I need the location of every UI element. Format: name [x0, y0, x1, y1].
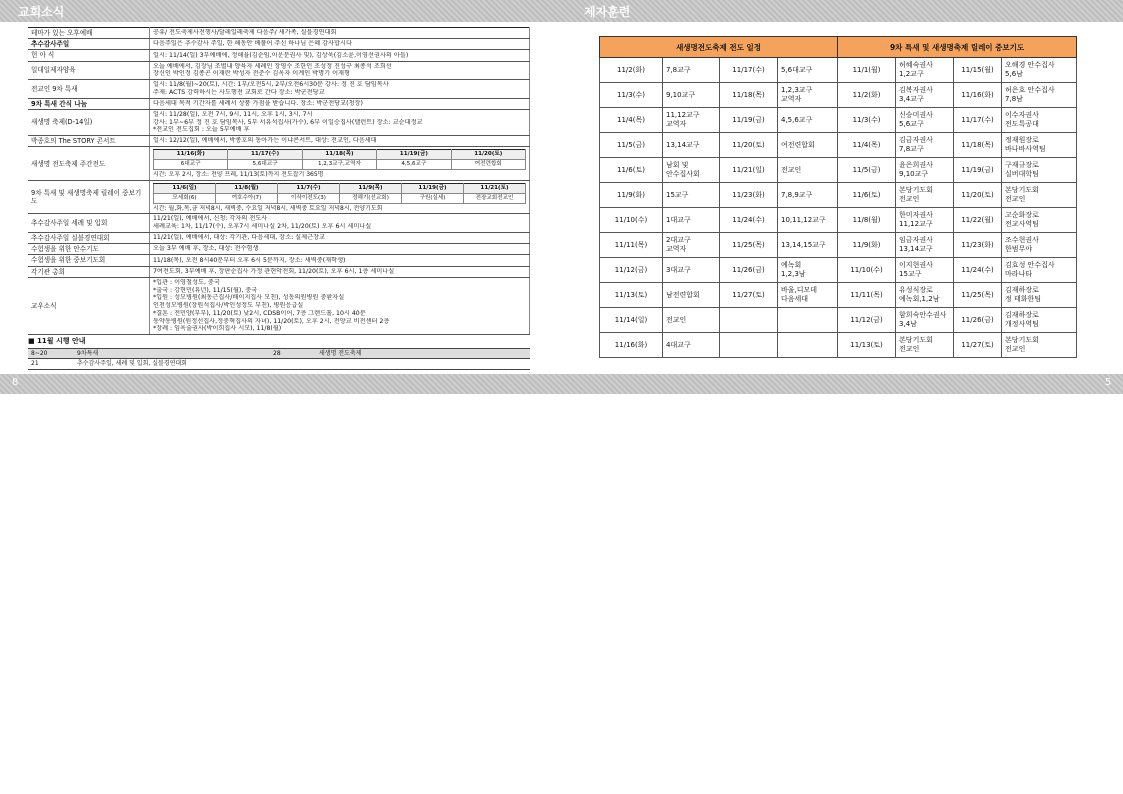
- news-value: [150, 214, 530, 233]
- group-cell: 10,11,12교구: [778, 208, 838, 233]
- inner-header-cell: 11/20(토): [451, 150, 525, 160]
- news-key: 테마가 있는 오후예배: [28, 28, 150, 39]
- table-row: [600, 133, 1077, 158]
- inner-header-cell: 11/21(토): [464, 183, 526, 193]
- news-row: [28, 255, 530, 266]
- evangelism-schedule-table: [599, 36, 1077, 358]
- news-key: 수험생을 위한 중보기도회: [28, 255, 150, 266]
- left-page-number: 8: [12, 377, 19, 388]
- group-cell: 바울,디모데 다음세대: [778, 283, 838, 308]
- date-cell: 11/5(금): [838, 158, 896, 183]
- right-page-number: 5: [1105, 377, 1112, 388]
- table-row: [600, 158, 1077, 183]
- news-line: 11/18(목), 오전 8시40분부터 오후 6시 5분까지, 장소: 새벽중(재학생): [153, 256, 346, 264]
- news-line: 다음주일은 추수감사 주일, 한 해동안 베풀어 주신 하나님 은혜 감사합시다: [153, 40, 352, 48]
- date-cell: 11/1(월): [838, 58, 896, 83]
- left-page-header: 교회소식: [18, 5, 65, 19]
- leader-cell: 김재하장로 개정사역팀: [1002, 308, 1077, 333]
- news-value: [150, 98, 530, 109]
- news-value: [150, 180, 530, 213]
- news-key: 전교인 9차 특새: [28, 80, 150, 99]
- inner-header-cell: 11/19(금): [377, 150, 451, 160]
- schedule-event: [316, 359, 530, 370]
- group-cell: 15교구: [663, 183, 720, 208]
- table-row: [600, 108, 1077, 133]
- leader-cell: 본당기도회 전교인: [1002, 183, 1077, 208]
- leader-cell: 임금자권사 13,14교구: [896, 233, 954, 258]
- table-row: [600, 208, 1077, 233]
- table-row: [600, 333, 1077, 358]
- news-row: [28, 109, 530, 135]
- news-value: [150, 255, 530, 266]
- news-key: 헌 아 식: [28, 50, 150, 61]
- date-cell: [720, 333, 778, 358]
- news-row: [28, 244, 530, 255]
- leader-cell: 이수자권사 전도특공대: [1002, 108, 1077, 133]
- date-cell: 11/24(수): [954, 258, 1002, 283]
- news-key: 추수감사주일 세례 및 입회: [28, 214, 150, 233]
- date-cell: 11/17(수): [720, 58, 778, 83]
- table-row: [600, 233, 1077, 258]
- table-row: [600, 283, 1077, 308]
- date-cell: 11/13(토): [600, 283, 663, 308]
- weekly-evangelism-row: [28, 147, 530, 180]
- inner-note: 시간: 월,화,목,금 저녁8시, 새벽중, 수요일 저녁8시, 새벽중 토요일 저녁8시, 전양기도회: [153, 204, 383, 212]
- leader-cell: 김재하장로 정 태화한팀: [1002, 283, 1077, 308]
- news-line: 7여전도회, 3부예배 후, 장판순집사 가정 관현악전회, 11/20(토), 오후 6시, 1층 세미나실: [153, 267, 395, 275]
- news-value: [150, 80, 530, 99]
- news-line: *출국 : 강현민(유년), 11/15(월), 중국: [153, 286, 258, 294]
- church-news-section: [28, 27, 530, 370]
- header-relay-prayer: 9차 특새 및 새생명축제 릴레이 중보기도: [838, 37, 1077, 58]
- date-cell: 11/9(화): [600, 183, 663, 208]
- date-cell: 11/19(금): [954, 158, 1002, 183]
- leader-cell: 윤은희권사 9,10교구: [896, 158, 954, 183]
- date-cell: 11/3(수): [600, 83, 663, 108]
- group-cell: 4대교구: [663, 333, 720, 358]
- group-cell: [778, 333, 838, 358]
- schedule-event: 추수감사주일, 세례 및 입회, 실블경연대회: [74, 359, 270, 370]
- bottom-footer-bar: [0, 374, 1123, 394]
- news-line: *입관 : 이영철성도, 중국: [153, 278, 220, 286]
- inner-value-cell: 구원(실세): [402, 193, 464, 203]
- relay-prayer-row: [28, 180, 530, 213]
- news-line: 다음세대 목적 기간자를 세례서 상품 가점을 받습니다. 장소: 박군전당교(청장): [153, 99, 363, 107]
- date-cell: 11/18(목): [720, 83, 778, 108]
- leader-cell: 구재규장로 실버대학팀: [1002, 158, 1077, 183]
- news-value: [150, 244, 530, 255]
- date-cell: 11/18(목): [954, 133, 1002, 158]
- date-cell: 11/27(토): [954, 333, 1002, 358]
- table-row: [600, 258, 1077, 283]
- inner-header-cell: 11/19(금): [402, 183, 464, 193]
- table-row: [600, 83, 1077, 108]
- news-value: [150, 136, 530, 147]
- table-header-row: [600, 37, 1077, 58]
- inner-header-cell: 11/6(일): [154, 183, 216, 193]
- date-cell: 11/11(목): [600, 233, 663, 258]
- date-cell: 11/25(목): [720, 233, 778, 258]
- inner-value-cell: 전장교회전교인: [464, 193, 526, 203]
- news-value: [150, 109, 530, 135]
- date-cell: 11/5(금): [600, 133, 663, 158]
- news-value: [150, 277, 530, 334]
- table-row: [600, 308, 1077, 333]
- news-key: 새생명 축제(D-14일): [28, 109, 150, 135]
- date-cell: 11/26(금): [954, 308, 1002, 333]
- news-line: 장신인 박인정 김종곤 이재란 박성자 전준수 김옥자 이계인 박명기 이재형: [153, 70, 351, 78]
- news-row: [28, 80, 530, 99]
- inner-header-row: [154, 150, 526, 160]
- date-cell: 11/12(금): [838, 308, 896, 333]
- inner-header-cell: 11/8(월): [216, 183, 278, 193]
- leader-cell: 김복자권사 3,4교구: [896, 83, 954, 108]
- inner-header-cell: 11/7(수): [278, 183, 340, 193]
- header-evangelism-schedule: 새생명전도축제 전도 일정: [600, 37, 838, 58]
- news-row: [28, 214, 530, 233]
- leader-cell: 이지현권사 15교구: [896, 258, 954, 283]
- news-key: 수험생을 위한 안수기도: [28, 244, 150, 255]
- date-cell: 11/10(수): [600, 208, 663, 233]
- news-row: [28, 28, 530, 39]
- news-row: [28, 136, 530, 147]
- group-cell: 11,12교구 교역자: [663, 108, 720, 133]
- group-cell: 3대교구: [663, 258, 720, 283]
- group-cell: 남회 및 안수집사회: [663, 158, 720, 183]
- news-line: *입원 : 성모병원(최동근집사/배이지집사 모친), 성동의원병원 중환자실: [153, 294, 345, 302]
- leader-cell: 본당기도회 전교인: [1002, 333, 1077, 358]
- news-line: *장례 : 임옥술권사(박이희집사 시모), 11/8(월): [153, 325, 282, 333]
- date-cell: 11/10(수): [838, 258, 896, 283]
- group-cell: 13,14,15교구: [778, 233, 838, 258]
- leader-cell: 함희숙안수권사 3,4남: [896, 308, 954, 333]
- news-value: [150, 39, 530, 50]
- date-cell: 11/15(월): [954, 58, 1002, 83]
- news-value: [150, 232, 530, 243]
- leader-cell: 유성식장로 예녹회,1,2남: [896, 283, 954, 308]
- date-cell: 11/2(화): [600, 58, 663, 83]
- date-cell: 11/20(토): [720, 133, 778, 158]
- news-row: [28, 98, 530, 109]
- inner-header-cell: 11/18(목): [302, 150, 376, 160]
- news-value: [150, 266, 530, 277]
- news-row: [28, 232, 530, 243]
- date-cell: 11/13(토): [838, 333, 896, 358]
- schedule-date: 21: [28, 359, 74, 370]
- leader-cell: 신승미권사 5,6교구: [896, 108, 954, 133]
- date-cell: 11/17(수): [954, 108, 1002, 133]
- news-line: 주제: ACTS 강력하시는 사도행전 교회로 간다 장소: 박군전당교: [153, 88, 325, 96]
- monthly-schedule-table: [28, 348, 530, 370]
- date-cell: 11/9(화): [838, 233, 896, 258]
- news-value: [150, 61, 530, 80]
- date-cell: 11/16(화): [954, 83, 1002, 108]
- news-line: 일시: 11/8(월)~20(토), 시간: 1부/오전5시, 2부/오전6시30분 강사: 정 진 호 담임목사: [153, 81, 389, 89]
- date-cell: 11/25(목): [954, 283, 1002, 308]
- group-cell: 5,6대교구: [778, 58, 838, 83]
- schedule-event: 9차특새: [74, 348, 270, 359]
- leader-cell: 조수현권사 한범무야: [1002, 233, 1077, 258]
- inner-value-cell: 정해기(선교회): [340, 193, 402, 203]
- table-row: [600, 58, 1077, 83]
- news-key: 박종호의 The STORY 콘서트: [28, 136, 150, 147]
- date-cell: 11/4(목): [838, 133, 896, 158]
- news-line: 일시: 11/28(일), 오전 7시, 9시, 11시, 오후 1시, 3시, 7시: [153, 110, 313, 118]
- group-cell: 1,2,3교구 교역자: [778, 83, 838, 108]
- leader-cell: 오해경 안수집사 5,6남: [1002, 58, 1077, 83]
- date-cell: [720, 308, 778, 333]
- leader-cell: 한미자권사 11,12교구: [896, 208, 954, 233]
- news-line: 일시: 12/12(일), 예배에서, 박종호의 동아가는 이냐콘서트, 대상: 전교인, 다음세대: [153, 137, 377, 145]
- news-value: [150, 28, 530, 39]
- date-cell: 11/6(토): [600, 158, 663, 183]
- leader-cell: 정재원장로 바나바사역팀: [1002, 133, 1077, 158]
- inner-value-cell: 6대교구: [154, 160, 228, 170]
- group-cell: 13,14교구: [663, 133, 720, 158]
- group-cell: 전교인: [663, 308, 720, 333]
- inner-value-cell: 5,6대교구: [228, 160, 302, 170]
- news-row: [28, 50, 530, 61]
- inner-value-row: [154, 193, 526, 203]
- date-cell: 11/22(월): [954, 208, 1002, 233]
- news-line: 11/21(일), 예배에서, 신청: 각자의 전도사: [153, 215, 268, 223]
- inner-header-row: [154, 183, 526, 193]
- news-line: 오늘 예배에서, 김장님 조별내 양육자 세례인 장영수 조한인 조성정 진성구 최종석 조희선: [153, 62, 392, 70]
- news-value: [150, 50, 530, 61]
- group-cell: 1대교구: [663, 208, 720, 233]
- schedule-event: 새생명 전도축제: [316, 348, 530, 359]
- news-key: 각기관 총회: [28, 266, 150, 277]
- news-key: 9차 특새 및 새생명축제 릴레이 중보기도: [28, 180, 150, 213]
- schedule-date: 8~20: [28, 348, 74, 359]
- date-cell: 11/16(화): [600, 333, 663, 358]
- leader-cell: 본당기도회 전교인: [896, 333, 954, 358]
- news-row: [28, 277, 530, 334]
- discipleship-section: [599, 36, 1076, 358]
- inner-header-cell: 11/9(목): [340, 183, 402, 193]
- date-cell: 11/27(토): [720, 283, 778, 308]
- date-cell: 11/21(일): [720, 158, 778, 183]
- date-cell: 11/11(목): [838, 283, 896, 308]
- news-key: 새생명 전도축제 주간전도: [28, 147, 150, 180]
- inner-table: [153, 183, 526, 204]
- top-header-bar: [0, 0, 1123, 22]
- inner-table: [153, 149, 526, 170]
- group-cell: 여전련합회: [778, 133, 838, 158]
- news-line: *결혼 : 전민양(부부), 11/20(토) 낮2시, CDSB이어, 7층 그랜드홀, 10시 40분: [153, 309, 366, 317]
- group-cell: 7,8,9교구: [778, 183, 838, 208]
- inner-note: 시간: 오후 2시, 장소: 전양 프레, 11/13(토)까지 전도잡기 365명: [153, 171, 324, 179]
- right-page-header: 제자훈련: [584, 5, 631, 19]
- date-cell: 11/6(토): [838, 183, 896, 208]
- news-line: *전교인 전도집회 : 오늘 5부예배 후: [153, 126, 250, 134]
- leader-cell: 허혜숙권사 1,2교구: [896, 58, 954, 83]
- group-cell: 예녹회 1,2,3남: [778, 258, 838, 283]
- date-cell: 11/12(금): [600, 258, 663, 283]
- inner-value-cell: 이삭이전도(3): [278, 193, 340, 203]
- date-cell: 11/4(목): [600, 108, 663, 133]
- date-cell: 11/23(화): [720, 183, 778, 208]
- date-cell: 11/19(금): [720, 108, 778, 133]
- group-cell: 전교인: [778, 158, 838, 183]
- news-line: 동약동병원(원정선집사,정중혁집사의 자녀), 11/20(토), 오후 2시, 전양교 비전센터 2층: [153, 317, 390, 325]
- inner-value-cell: 모세회(6): [154, 193, 216, 203]
- schedule-title: ■ 11월 시행 안내: [28, 337, 86, 346]
- inner-value-cell: 1,2,3교구,교역자: [302, 160, 376, 170]
- inner-value-cell: 여전련합회: [451, 160, 525, 170]
- news-key: 9차 특새 간식 나눔: [28, 98, 150, 109]
- leader-cell: 김효성 안수집사 마라나타: [1002, 258, 1077, 283]
- news-row: [28, 61, 530, 80]
- news-row: [28, 266, 530, 277]
- table-row: [600, 183, 1077, 208]
- date-cell: 11/20(토): [954, 183, 1002, 208]
- group-cell: 2대교구 교역자: [663, 233, 720, 258]
- date-cell: 11/3(수): [838, 108, 896, 133]
- news-line: 11/21(일), 예배에서, 대상: 각기관, 다음세대, 장소: 실제근장교: [153, 234, 326, 242]
- group-cell: 4,5,6교구: [778, 108, 838, 133]
- schedule-row: [28, 359, 530, 370]
- group-cell: 남전련합회: [663, 283, 720, 308]
- news-key: 교우소식: [28, 277, 150, 334]
- date-cell: 11/23(화): [954, 233, 1002, 258]
- date-cell: 11/26(금): [720, 258, 778, 283]
- schedule-date: [270, 359, 316, 370]
- leader-cell: 본당기도회 전교인: [896, 183, 954, 208]
- news-key: 일대일제자양육: [28, 61, 150, 80]
- group-cell: 9,10교구: [663, 83, 720, 108]
- date-cell: 11/24(수): [720, 208, 778, 233]
- inner-value-row: [154, 160, 526, 170]
- schedule-date: 28: [270, 348, 316, 359]
- group-cell: [778, 308, 838, 333]
- news-line: 인천성모병원(장원석집사/박인성정도 부친), 병원응급실: [153, 302, 304, 310]
- leader-cell: 허은호 안수집사 7,8남: [1002, 83, 1077, 108]
- news-row: [28, 39, 530, 50]
- news-line: 공유/ 전도축제사전행사/달레일레축제 다음주/ 새가족, 실블경연대회: [153, 29, 337, 37]
- inner-header-cell: 11/16(화): [154, 150, 228, 160]
- news-table: [28, 27, 530, 335]
- leader-cell: 김금자권사 7,8교구: [896, 133, 954, 158]
- date-cell: 11/14(일): [600, 308, 663, 333]
- group-cell: 7,8교구: [663, 58, 720, 83]
- leader-cell: 고순화장로 전교사역팀: [1002, 208, 1077, 233]
- date-cell: 11/2(화): [838, 83, 896, 108]
- news-line: 세례교육: 1차, 11/17(수), 오후7시 세미나실 2차, 11/20(토) 오후 6시 세미나실: [153, 223, 372, 231]
- date-cell: 11/8(월): [838, 208, 896, 233]
- news-key: 추수감사주일: [28, 39, 150, 50]
- news-value: [150, 147, 530, 180]
- news-line: 강사: 1부~6부 정 진 호 담임목사, 5부 서유석집사(가수), 6부 이일승집사(탤런트) 장소: 교순대정교: [153, 118, 423, 126]
- news-line: 일시: 11/14(일) 3부예배에, 정해율(김순임,이운분권사 및), 김상욱(김소윤,이영선권사의 아들): [153, 51, 409, 59]
- schedule-row: [28, 348, 530, 359]
- inner-header-cell: 11/17(수): [228, 150, 302, 160]
- inner-value-cell: 여호수아(7): [216, 193, 278, 203]
- news-key: 추수감사주일 실블경연대회: [28, 232, 150, 243]
- inner-value-cell: 4,5,6교구: [377, 160, 451, 170]
- news-line: 오늘 3부 예배 후, 장소, 대상: 전수험생: [153, 245, 259, 253]
